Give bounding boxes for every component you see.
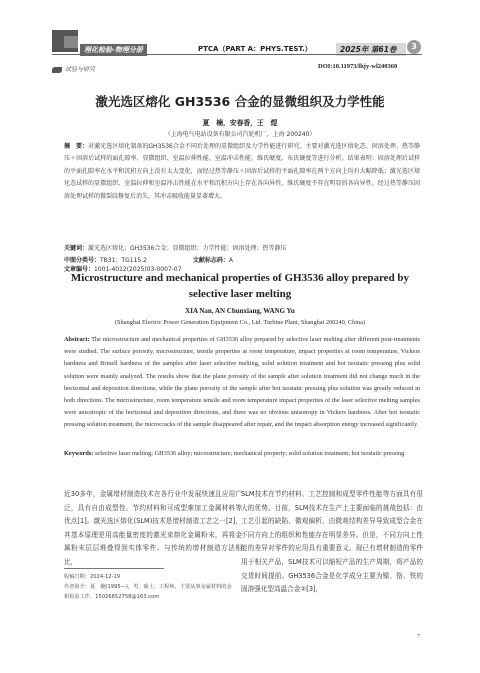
issue-number: 3 (407, 40, 421, 54)
footnote-received: 收稿日期：2024-12-19 (64, 574, 121, 580)
doi: DOI:10.11973/lhjy-wl240360 (318, 63, 398, 70)
keywords-chinese-label: 关键词： (64, 245, 89, 252)
section-tag (52, 64, 95, 73)
abstract-chinese (64, 141, 420, 203)
footnote-rule (64, 568, 164, 569)
title-chinese: 激光选区熔化 GH3536 合金的显微组织及力学性能 (95, 94, 385, 109)
clc-value: TB31；TG115.2 (100, 257, 147, 264)
authors-english: XIA Nan, AN Chunxiang, WANG Yu (185, 307, 295, 315)
keywords-chinese (64, 243, 420, 252)
article-no-label: 文章编号： (64, 266, 95, 273)
keywords-english (64, 448, 420, 460)
doc-code-value: A (228, 257, 233, 264)
journal-name: 理化检验-物理分册 (80, 44, 147, 56)
keywords-english-text: selective laser melting; GH3536 alloy; microstructure; mechanical property; solid solution treatment; hot isostatic pressing (94, 450, 405, 457)
authors-chinese: 夏 楠，安春香，王 煜 (202, 119, 278, 127)
body-right-column: SLM技术在节约材料、工艺控制和成型零件性能等方面具有很大的优势。目前，SLM技术在生产上主要面临的挑战包括：由工艺引起的缺陷、微观偏析、由微观结构差异导致成型合金在不同方向上的组织和性能存在明显差异。但是，不同方向上性能的差异对零件的应用具有重要意义。现已有增材制造的零件用于相关产品，SLM技术可以缩短产品的生产周期，将产品的交货时间提前。GH3536合金是化学成分主要为镍、铬、铁的固溶强化型高温合金②[3]， (241, 490, 423, 594)
year-issue: 2025年 第61卷 (336, 43, 406, 56)
journal-logo-accent (64, 36, 78, 48)
abstract-chinese-text: 对激光选区熔化制备的GH3536合金不同后处理的显微组织及力学性能进行研究。主要对激光选区熔化态、固溶处理、热等静压＋固溶后试样的面孔隙率、显微组织、室温拉伸性能、室温冲击性能、维氏硬度、布氏硬度等进行分析。结果表明：固溶处理后试样的平面孔隙率在水平和沉积方向上没有太大变化，而经过热等静压＋固溶后试样的平面孔隙率在两个方向上均有大幅降低；激光选区熔化态试样的显微组织、室温拉伸和室温冲击性能在水平和沉积方向上存在各向异性，维氏硬度不存在明显的各向异性。经过热等静压固溶处理试样的微裂纹修复后消失，其冲击吸收能量显著增大。 (64, 143, 420, 200)
body-left-column: 近30多年，金属增材制造技术在各行业中发展快速且应用广泛，具有自由成型性、节约材料和可成型难加工金属材料等优点[1]。激光选区熔化(SLM)技术是增材制造工艺之一[2]，其基本原理是用高能量密度的激光束熔化金属粉末，再将金属粉末层层堆叠得到实体零件。与传统的增材制造方法相比， (64, 490, 242, 566)
affiliation-chinese: （上海电气电站设备有限公司汽轮机厂，上海 200240） (164, 131, 316, 138)
doc-code (193, 255, 255, 264)
section-mark-icon (52, 67, 62, 73)
abstract-english-text: The microstructure and mechanical properties of GH3536 alloy prepared by selective laser melting after different post-treatments were studied. The surface porosity, microstructure, tensile properties at room temperature, impact properties at room temperature, Vickers hardness and Brinell hardness of the samples after laser selective melting, solid solution treatment and hot isostatic pressing plus solid solution were mainly analyzed. The results show that the plane porosity of the sample after solution treatment did not change much in the horizontal and deposition directions, while the plane porosity of the sample after hot isostatic pressing plus solution was greatly reduced in both directions. The microstructure, room temperature tensile and room temperature impact properties of the laser selective melting samples were anisotropic of the horizontal and deposition directions, and there was no obvious anisotropy in Vickers hardness. After hot isostatic pressing solution treatment, the microcracks of the sample disappeared after repair, and the impact absorption energy increased significantly. (64, 336, 420, 429)
journal-code: PTCA（PART A：PHYS.TEST.） (198, 45, 312, 53)
footnote (64, 572, 234, 602)
doc-code-label: 文献标志码： (192, 257, 229, 264)
footnote-author: 作者简介：夏 楠(1995—)，男，硕士，工程师，主要从事金属材料的金相检验工作，15026652758@163.com (64, 584, 232, 600)
title-english: Microstructure and mechanical properties of GH3536 alloy prepared by selective laser melting (70, 272, 410, 300)
header-rule (52, 54, 422, 55)
keywords-chinese-text: 激光选区熔化；GH3536合金；显微组织；力学性能；固溶处理；热等静压 (88, 245, 287, 252)
keywords-english-label: Keywords: (64, 450, 94, 457)
page-number: 7 (417, 634, 420, 640)
clc (64, 255, 169, 264)
clc-label: 中图分类号： (64, 257, 101, 264)
abstract-english-label: Abstract: (64, 336, 90, 343)
abstract-chinese-label: 摘 要： (64, 143, 89, 150)
section-label: 试验与研究 (65, 66, 96, 73)
affiliation-english: (Shanghai Electric Power Generation Equipment Co., Ltd. Turbine Plant, Shanghai 200240, China) (114, 319, 366, 326)
article-no-value: 1001-4012(2025)03-0007-07 (94, 266, 182, 273)
abstract-english (64, 334, 420, 432)
